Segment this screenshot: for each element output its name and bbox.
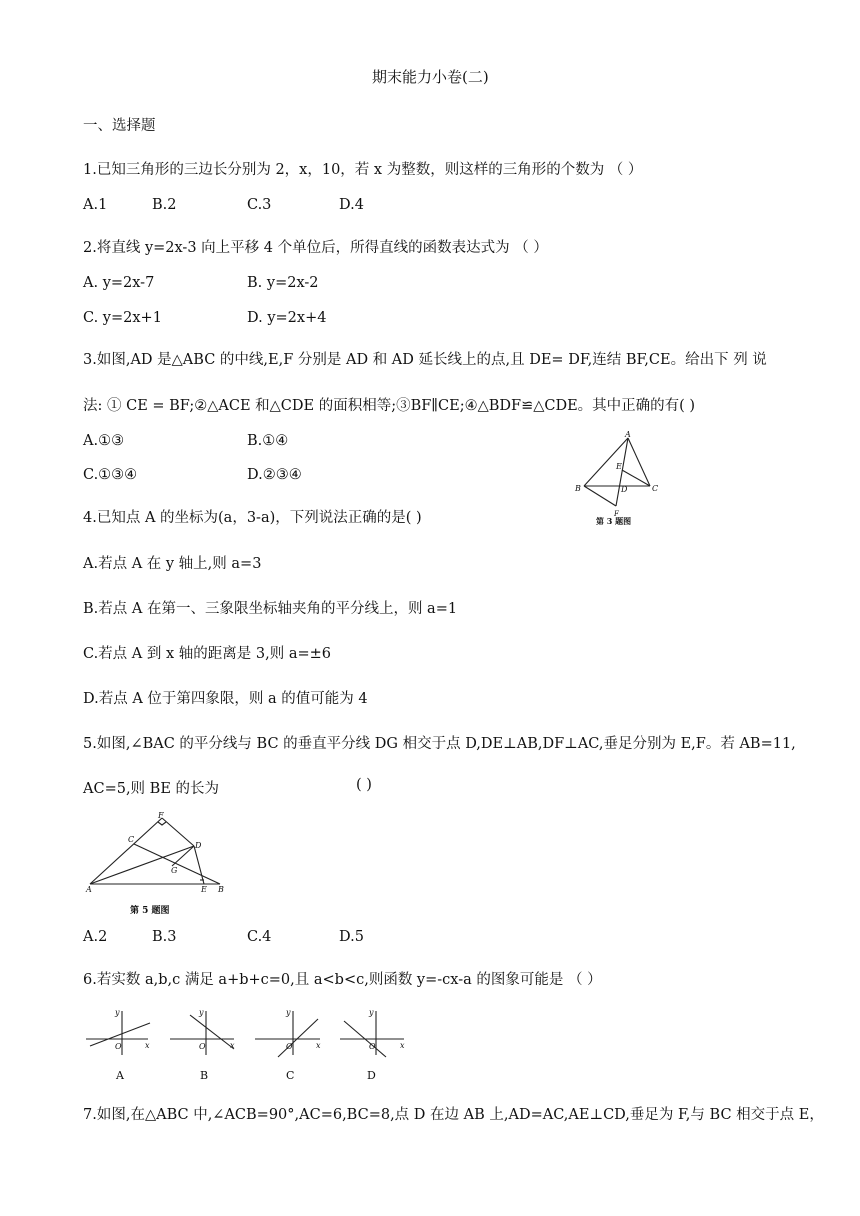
q5-label-f: F — [158, 811, 164, 820]
graph-a-label: A — [116, 1069, 124, 1082]
graph-d-origin: O — [369, 1042, 376, 1051]
q4-option-d: D.若点 A 位于第四象限，则 a 的值可能为 4 — [83, 691, 368, 707]
q4-option-a: A.若点 A 在 y 轴上,则 a=3 — [83, 556, 262, 572]
graph-a-x-label: x — [145, 1041, 150, 1050]
q5-figure — [84, 810, 234, 922]
q5-option-c: C.4 — [247, 929, 272, 945]
q3-figure — [570, 428, 670, 530]
graph-c-origin: O — [286, 1042, 293, 1051]
q1-option-d: D.4 — [339, 197, 364, 213]
question-5-line-2: AC=5,则 BE 的长为 — [83, 781, 220, 797]
q4-option-b: B.若点 A 在第一、三象限坐标轴夹角的平分线上，则 a=1 — [83, 601, 458, 617]
q4-option-c: C.若点 A 到 x 轴的距离是 3,则 a=±6 — [83, 646, 331, 662]
graph-a-origin: O — [115, 1042, 122, 1051]
q1-option-c: C.3 — [247, 197, 272, 213]
q3-caption: 第 3 题图 — [596, 516, 632, 526]
q2-option-c: C. y=2x+1 — [83, 310, 162, 326]
q5-caption: 第 5 题图 — [130, 906, 170, 916]
q3-label-e: E — [616, 462, 622, 471]
q5-option-a: A.2 — [83, 929, 108, 945]
q3-label-c: C — [652, 484, 659, 493]
q5-option-d: D.5 — [339, 929, 364, 945]
q3-option-d: D.②③④ — [247, 467, 302, 483]
q5-label-a: A — [86, 885, 92, 894]
q5-label-d: D — [195, 841, 202, 850]
graph-b-origin: O — [199, 1042, 206, 1051]
q2-option-d: D. y=2x+4 — [247, 310, 327, 326]
q3-label-d: D — [621, 485, 628, 494]
q3-option-c: C.①③④ — [83, 467, 138, 483]
graph-c-y-label: y — [286, 1008, 291, 1017]
graph-c-label: C — [286, 1069, 295, 1082]
q5-label-c: C — [128, 835, 135, 844]
graph-d-label: D — [367, 1069, 376, 1082]
q5-option-b: B.3 — [152, 929, 177, 945]
q3-label-a: A — [625, 430, 631, 439]
question-7-stem: 7.如图,在△ABC 中,∠ACB=90°,AC=6,BC=8,点 D 在边 AB 上,AD=AC,AE⊥CD,垂足为 F,与 BC 相交于点 E， — [83, 1107, 824, 1123]
q1-option-a: A.1 — [83, 197, 108, 213]
graph-b-x-label: x — [230, 1041, 235, 1050]
q1-option-b: B.2 — [152, 197, 177, 213]
q5-label-g: G — [171, 866, 178, 875]
section-heading: 一、选择题 — [83, 118, 156, 134]
graph-d-x-label: x — [400, 1041, 405, 1050]
q3-label-b: B — [575, 484, 581, 493]
q5-label-e: E — [201, 885, 207, 894]
question-3-line-1: 3.如图,AD 是△ABC 的中线,E,F 分别是 AD 和 AD 延长线上的点,且 DE= DF,连结 BF,CE。给出下 列 说 — [83, 352, 767, 368]
question-3-line-2: 法: ① CE = BF;②△ACE 和△CDE 的面积相等;③BF∥CE;④△BDF≌△CDE。其中正确的有( ) — [83, 398, 696, 414]
question-6-stem: 6.若实数 a,b,c 满足 a+b+c=0,且 a<b<c,则函数 y=-cx-a 的图象可能是 （ ） — [83, 972, 602, 988]
question-4-stem: 4.已知点 A 的坐标为(a，3-a)，下列说法正确的是( ) — [83, 510, 422, 526]
q6-graphs — [82, 1005, 422, 1087]
q3-label-f: F — [614, 510, 619, 518]
question-5-line-1: 5.如图,∠BAC 的平分线与 BC 的垂直平分线 DG 相交于点 D,DE⊥AB,DF⊥AC,垂足分别为 E,F。若 AB=11, — [83, 736, 796, 752]
question-1-stem: 1.已知三角形的三边长分别为 2，x，10，若 x 为整数，则这样的三角形的个数为 （ ） — [83, 162, 643, 178]
graph-a-y-label: y — [115, 1008, 120, 1017]
question-2-stem: 2.将直线 y=2x-3 向上平移 4 个单位后，所得直线的函数表达式为 （ ） — [83, 240, 548, 256]
q3-option-b: B.①④ — [247, 433, 289, 449]
q5-label-b: B — [218, 885, 224, 894]
graph-c-x-label: x — [316, 1041, 321, 1050]
q2-option-b: B. y=2x-2 — [247, 275, 319, 291]
graph-b-label: B — [200, 1069, 209, 1082]
q3-option-a: A.①③ — [83, 433, 125, 449]
graph-d-y-label: y — [369, 1008, 374, 1017]
q2-option-a: A. y=2x-7 — [83, 275, 155, 291]
question-5-answer-paren: ( ) — [356, 777, 372, 793]
page-title: 期末能力小卷(二) — [372, 68, 489, 86]
graph-b-y-label: y — [199, 1008, 204, 1017]
